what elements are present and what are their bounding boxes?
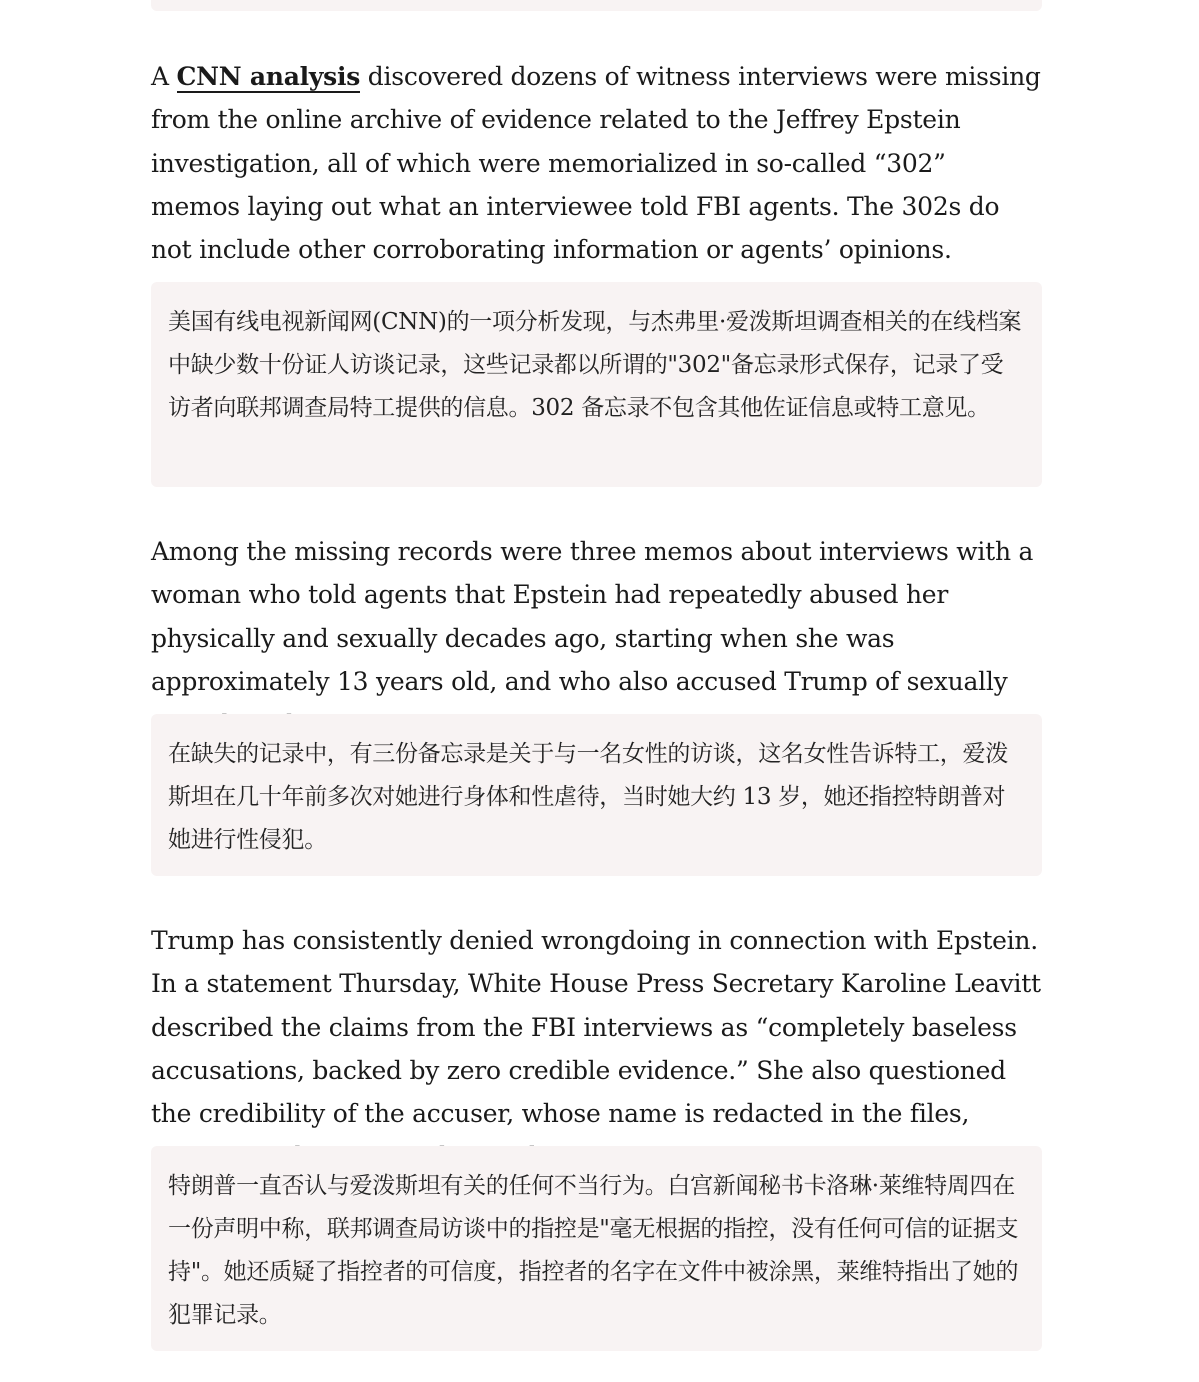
translation-1-text: 美国有线电视新闻网(CNN)的一项分析发现，与杰弗里·爱泼斯坦调查相关的在线档案中缺少数十份证人访谈记录，这些记录都以所谓的"302"备忘录形式保存，记录了受访者向联邦调查局特工提供的信息。302 备忘录不包含其他佐证信息或特工意见。 bbox=[168, 309, 1022, 421]
translation-block-3 bbox=[151, 1146, 1042, 1351]
translation-3-text: 特朗普一直否认与爱泼斯坦有关的任何不当行为。白宫新闻秘书卡洛琳·莱维特周四在一份声明中称，联邦调查局访谈中的指控是"毫无根据的指控，没有任何可信的证据支持"。她还质疑了指控者的可信度，指控者的名字在文件中被涂黑，莱维特指出了她的犯罪记录。 bbox=[168, 1173, 1019, 1328]
translation-2-text: 在缺失的记录中，有三份备忘录是关于与一名女性的访谈，这名女性告诉特工，爱泼斯坦在几十年前多次对她进行身体和性虐待，当时她大约 13 岁，她还指控特朗普对她进行性侵犯。 bbox=[168, 741, 1008, 853]
translation-block-1 bbox=[151, 282, 1042, 487]
paragraph-1 bbox=[151, 55, 1042, 271]
paragraph-1-prefix: A bbox=[151, 62, 177, 91]
translation-block-2 bbox=[151, 714, 1042, 876]
paragraph-3 bbox=[151, 919, 1042, 1179]
paragraph-1-text: discovered dozens of witness interviews were missing from the online archive of evidence related to the Jeffrey Epstein investigation, all of which were memorialized in so-called “302” memos laying out what an interviewee told FBI agents. The 302s do not include other corroborating information or agents’ opinions. bbox=[151, 62, 1041, 265]
paragraph-3-text: Trump has consistently denied wrongdoing in connection with Epstein. In a statement Thursday, White House Press Secretary Karoline Leavitt described the claims from the FBI interviews as “completely baseless accusations, backed by zero credible evidence.” She also questioned the credibility of the accuser, whose name is redacted in the files, bbox=[151, 926, 1041, 1129]
previous-translation-block bbox=[151, 0, 1042, 11]
paragraph-2-text: Among the missing records were three memos about interviews with a woman who told agents that Epstein had repeatedly abused her physically and sexually decades ago, starting when she was approximately 13 years old, and who also accused Trump of sexually bbox=[151, 537, 1034, 696]
cnn-analysis-link[interactable]: CNN analysis bbox=[176, 62, 361, 91]
